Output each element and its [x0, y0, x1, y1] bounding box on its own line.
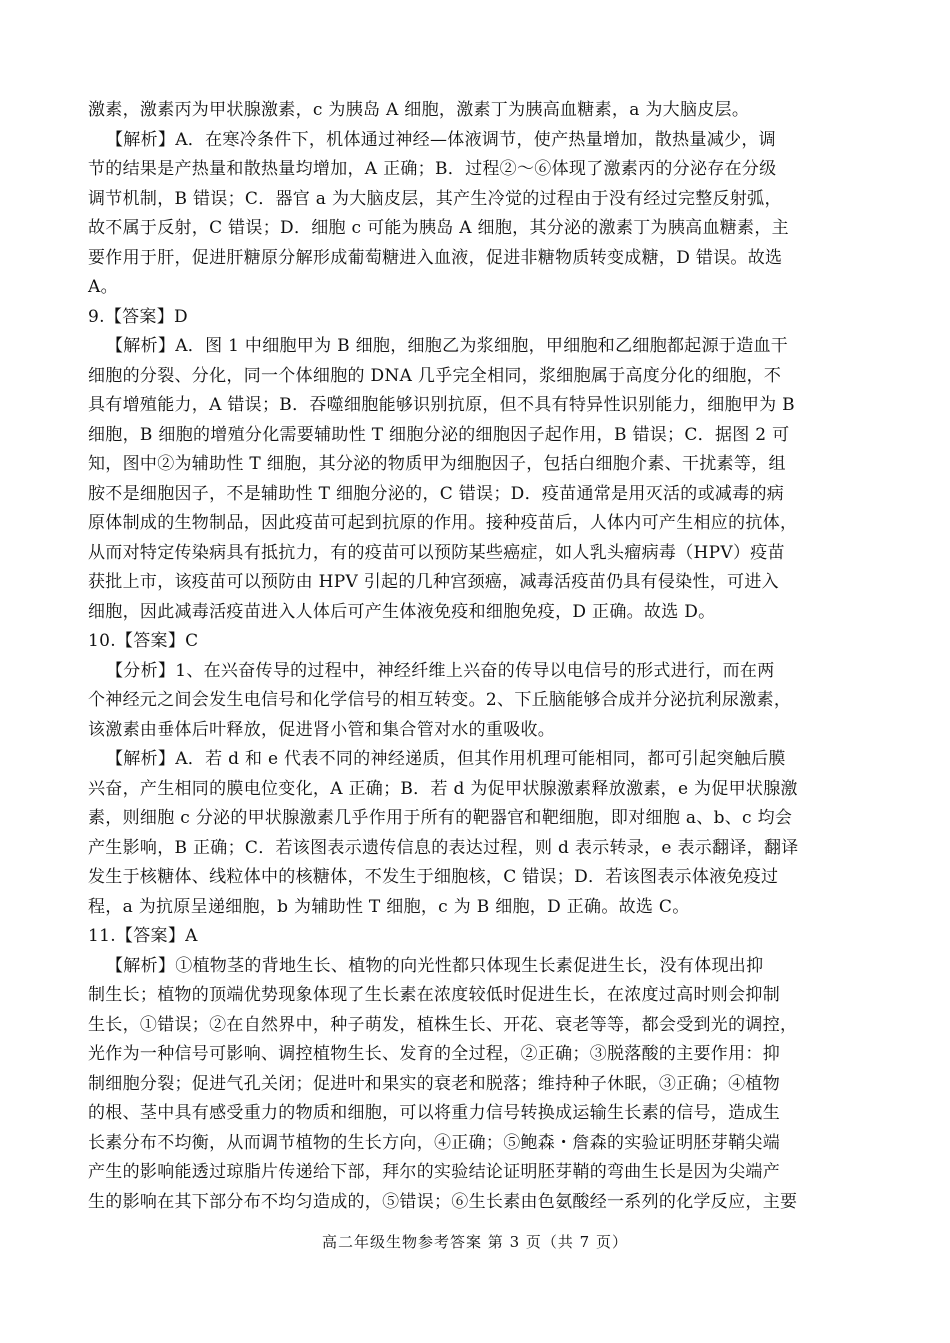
text-line: 兴奋，产生相同的膜电位变化，A 正确；B．若 d 为促甲状腺激素释放激素，e 为促甲状腺激	[88, 778, 798, 799]
text-line: 获批上市，该疫苗可以预防由 HPV 引起的几种宫颈癌，减毒活疫苗仍具有侵染性，可进入	[88, 572, 779, 592]
text-line: 【解析】①植物茎的背地生长、植物的向光性都只体现生长素促进生长，没有体现出抑	[106, 955, 764, 976]
text-line: 细胞，B 细胞的增殖分化需要辅助性 T 细胞分泌的细胞因子起作用，B 错误；C．据图 2 可	[88, 424, 790, 445]
text-line: 要作用于肝，促进肝糖原分解形成葡萄糖进入血液，促进非糖物质转变成糖，D 错误。故选	[88, 247, 783, 268]
text-line: 故不属于反射，C 错误；D．细胞 c 可能为胰岛 A 细胞，其分泌的激素丁为胰高血糖素，主	[88, 218, 789, 238]
text-line: 知，图中②为辅助性 T 细胞，其分泌的物质甲为细胞因子，包括白细胞介素、干扰素等，组	[88, 454, 786, 474]
text-line: 产生影响，B 正确；C．若该图表示遗传信息的表达过程，则 d 表示转录，e 表示翻译，翻译	[88, 837, 799, 858]
text-line: 生的影响在其下部分布不均匀造成的，⑤错误；⑥生长素由色氨酸经一系列的化学反应，主要	[88, 1191, 798, 1212]
text-line: 发生于核糖体、线粒体中的核糖体，不发生于细胞核，C 错误；D．若该图表示体液免疫过	[88, 867, 779, 887]
text-line: 从而对特定传染病具有抵抗力，有的疫苗可以预防某些癌症，如人乳头瘤病毒（HPV）疫苗	[88, 542, 785, 563]
text-line: 光作为一种信号可影响、调控植物生长、发育的全过程，②正确；③脱落酸的主要作用：抑	[88, 1044, 780, 1064]
text-line: 长素分布不均衡，从而调节植物的生长方向，④正确；⑤鲍森・詹森的实验证明胚芽鞘尖端	[88, 1132, 780, 1153]
text-line: A。	[88, 277, 118, 297]
text-line: 激素，激素丙为甲状腺激素，c 为胰岛 A 细胞，激素丁为胰高血糖素，a 为大脑皮层。	[88, 100, 750, 120]
text-line: 原体制成的生物制品，因此疫苗可起到抗原的作用。接种疫苗后，人体内可产生相应的抗体，	[88, 513, 798, 533]
text-line: 具有增殖能力，A 错误；B．吞噬细胞能够识别抗原，但不具有特异性识别能力，细胞甲为 B	[88, 395, 795, 415]
text-line: 【分析】1、在兴奋传导的过程中，神经纤维上兴奋的传导以电信号的形式进行，而在两	[106, 660, 775, 681]
answer-heading: 10.【答案】C	[88, 631, 199, 651]
text-line: 制细胞分裂；促进气孔关闭；促进叶和果实的衰老和脱落；维持种子休眠，③正确；④植物	[88, 1073, 780, 1094]
text-line: 个神经元之间会发生电信号和化学信号的相互转变。2、下丘脑能够合成并分泌抗利尿激素，	[88, 690, 792, 710]
text-line: 细胞的分裂、分化，同一个体细胞的 DNA 几乎完全相同，浆细胞属于高度分化的细胞，不	[88, 365, 782, 386]
text-line: 【解析】A．在寒冷条件下，机体通过神经—体液调节，使产热量增加，散热量减少，调	[106, 129, 776, 150]
answer-heading: 9.【答案】D	[88, 306, 188, 327]
text-line: 产生的影响能透过琼脂片传递给下部，拜尔的实验结论证明胚芽鞘的弯曲生长是因为尖端产	[88, 1162, 780, 1182]
text-line: 节的结果是产热量和散热量均增加，A 正确；B．过程②～⑥体现了激素丙的分泌存在分级	[88, 159, 777, 179]
text-line: 的根、茎中具有感受重力的物质和细胞，可以将重力信号转换成运输生长素的信号，造成生	[88, 1103, 780, 1123]
text-line: 该激素由垂体后叶释放，促进肾小管和集合管对水的重吸收。	[88, 719, 556, 740]
text-line: 制生长；植物的顶端优势现象体现了生长素在浓度较低时促进生长，在浓度过高时则会抑制	[88, 985, 780, 1005]
text-line: 程，a 为抗原呈递细胞，b 为辅助性 T 细胞，c 为 B 细胞，D 正确。故选 C。	[88, 896, 690, 917]
text-line: 生长，①错误；②在自然界中，种子萌发，植株生长、开花、衰老等等，都会受到光的调控，	[88, 1014, 798, 1035]
text-line: 素，则细胞 c 分泌的甲状腺激素几乎作用于所有的靶器官和靶细胞，即对细胞 a、b、c 均会	[88, 808, 793, 828]
page-footer: 高二年级生物参考答案 第 3 页（共 7 页）	[322, 1233, 628, 1251]
text-line: 胺不是细胞因子，不是辅助性 T 细胞分泌的，C 错误；D．疫苗通常是用灭活的或减毒的病	[88, 483, 785, 504]
text-line: 细胞，因此减毒活疫苗进入人体后可产生体液免疫和细胞免疫，D 正确。故选 D。	[88, 601, 716, 622]
text-line: 【解析】A．若 d 和 e 代表不同的神经递质，但其作用机理可能相同，都可引起突触后膜	[106, 749, 786, 769]
text-line: 调节机制，B 错误；C．器官 a 为大脑皮层，其产生冷觉的过程由于没有经过完整反射弧，	[88, 188, 782, 209]
answer-heading: 11.【答案】A	[88, 926, 198, 946]
text-line: 【解析】A．图 1 中细胞甲为 B 细胞，细胞乙为浆细胞，甲细胞和乙细胞都起源于造血干	[106, 336, 789, 356]
